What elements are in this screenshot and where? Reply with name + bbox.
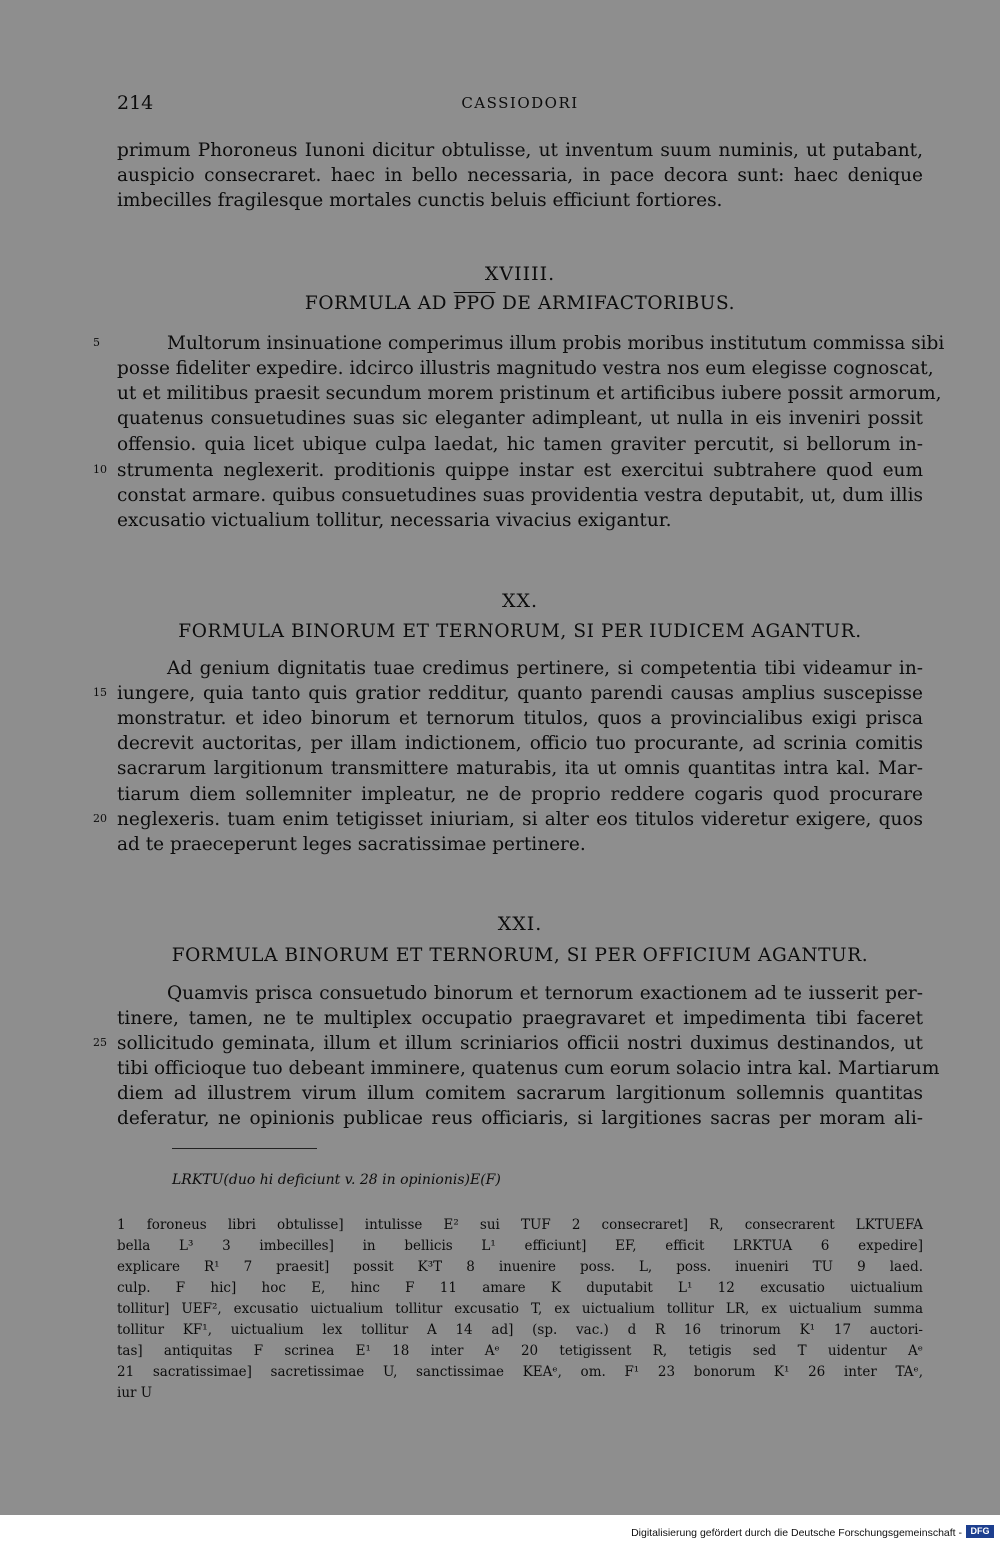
chapter-title-abbreviation: $\overline{PPO}$: [453, 293, 496, 314]
text-line: constat armare. quibus consuetudines suas providentia vestra deputabit, ut, dum illis: [117, 485, 923, 506]
funding-notice: Digitalisierung gefördert durch die Deutsche Forschungsgemeinschaft -: [631, 1527, 962, 1539]
chapter-number: XVIIII.: [484, 263, 556, 285]
text-line: tiarum diem sollemniter impleatur, ne de proprio reddere cogaris quod procurare: [117, 784, 923, 805]
line-number: 5: [93, 336, 100, 349]
apparatus-line: iur U: [117, 1385, 153, 1401]
text-line: sollicitudo geminata, illum et illum scriniarios officii nostri duximus destinandos, ut: [117, 1033, 923, 1054]
text-line: sacrarum largitionum transmittere maturabis, ita ut omnis quantitas intra kal. Mar-: [117, 758, 923, 779]
apparatus-line: tas] antiquitas F scrinea E¹ 18 inter Aᵉ 20 tetigissent R, tetigis sed T uidentur Aᵉ: [117, 1343, 923, 1359]
line-number: 25: [93, 1036, 107, 1049]
chapter-title-part: DE ARMIFACTORIBUS.: [495, 293, 736, 314]
text-line: posse fideliter expedire. idcirco illustris magnitudo vestra nos eum elegisse cognoscat,: [117, 358, 934, 379]
apparatus-line: tollitur] UEF², excusatio uictualium tollitur excusatio T, ex uictualium tollitur LR, ex uictualium summa: [117, 1301, 923, 1317]
text-line: Quamvis prisca consuetudo binorum et ternorum exactionem ad te iusserit per-: [167, 983, 923, 1004]
text-line: strumenta neglexerit. proditionis quippe instar est exercitui subtrahere quod eum: [117, 460, 923, 481]
chapter-number: XX.: [501, 590, 539, 612]
apparatus-sigla: LRKTU(duo hi deficiunt v. 28 in opinionis)E(F): [172, 1172, 501, 1188]
text-line: Multorum insinuatione comperimus illum probis moribus institutum commissa sibi: [167, 333, 945, 354]
apparatus-line: explicare R¹ 7 praesit] possit K³T 8 inuenire poss. L, poss. inueniri TU 9 laed.: [117, 1259, 923, 1275]
text-line: neglexeris. tuam enim tetigisset iniuriam, si alter eos titulos videretur exigere, quos: [117, 809, 923, 830]
text-line: deferatur, ne opinionis publicae reus officiaris, si largitiones sacras per moram ali-: [117, 1108, 923, 1129]
text-line: ad te praeceperunt leges sacratissimae pertinere.: [117, 834, 586, 855]
line-number: 15: [93, 686, 107, 699]
text-line: ut et militibus praesit secundum morem pristinum et artificibus iubere possit armorum,: [117, 383, 942, 404]
chapter-title: [117, 293, 923, 314]
text-line: tibi officioque tuo debeant imminere, quatenus cum eorum solacio intra kal. Martiarum: [117, 1058, 940, 1079]
dfg-logo: DFG: [966, 1525, 994, 1538]
apparatus-line: culp. F hic] hoc E, hinc F 11 amare K duputabit L¹ 12 excusatio uictualium: [117, 1280, 923, 1296]
text-line: imbecilles fragilesque mortales cunctis beluis efficiunt fortiores.: [117, 190, 723, 211]
chapter-title: FORMULA BINORUM ET TERNORUM, SI PER IUDICEM AGANTUR.: [178, 621, 862, 642]
apparatus-line: 21 sacratissimae] sacretissimae U, sanctissimae KEAᵉ, om. F¹ 23 bonorum K¹ 26 inter TAᵉ,: [117, 1364, 923, 1380]
text-line: offensio. quia licet ubique culpa laedat, hic tamen graviter percutit, si bellorum in-: [117, 434, 923, 455]
text-line: excusatio victualium tollitur, necessaria vivacius exigantur.: [117, 510, 672, 531]
apparatus-rule: [172, 1148, 317, 1149]
text-line: iungere, quia tanto quis gratior redditur, quanto parendi causas amplius suscepisse: [117, 683, 923, 704]
chapter-title: FORMULA BINORUM ET TERNORUM, SI PER OFFICIUM AGANTUR.: [171, 945, 869, 966]
line-number: 10: [93, 463, 107, 476]
apparatus-line: bella L³ 3 imbecilles] in bellicis L¹ efficiunt] EF, efficit LRKTUA 6 expedire]: [117, 1238, 923, 1254]
apparatus-line: tollitur KF¹, uictualium lex tollitur A 14 ad] (sp. vac.) d R 16 trinorum K¹ 17 auctori-: [117, 1322, 923, 1338]
text-line: Ad genium dignitatis tuae credimus pertinere, si competentia tibi videamur in-: [167, 658, 923, 679]
text-line: monstratur. et ideo binorum et ternorum titulos, quos a provincialibus exigi prisca: [117, 708, 923, 729]
footer-bar: [0, 1515, 1000, 1545]
text-line: diem ad illustrem virum illum comitem sacrarum largitionum sollemnis quantitas: [117, 1083, 923, 1104]
running-title: CASSIODORI: [461, 94, 579, 112]
text-line: auspicio consecraret. haec in bello necessaria, in pace decora sunt: haec denique: [117, 165, 923, 186]
chapter-number: XXI.: [497, 913, 543, 935]
text-line: decrevit auctoritas, per illam indictionem, officio tuo procurante, ad scrinia comitis: [117, 733, 923, 754]
text-line: primum Phoroneus Iunoni dicitur obtulisse, ut inventum suum numinis, ut putabant,: [117, 140, 923, 161]
page-number: 214: [117, 92, 154, 114]
apparatus-line: 1 foroneus libri obtulisse] intulisse E² sui TUF 2 consecraret] R, consecrarent LKTUEFA: [117, 1217, 923, 1233]
chapter-title-part: FORMULA AD: [304, 293, 454, 314]
running-head: [117, 92, 923, 118]
text-line: quatenus consuetudines suas sic eleganter adimpleant, ut nulla in eis inveniri possit: [117, 408, 923, 429]
text-line: tinere, tamen, ne te multiplex occupatio praegravaret et impedimenta tibi faceret: [117, 1008, 923, 1029]
line-number: 20: [93, 812, 107, 825]
